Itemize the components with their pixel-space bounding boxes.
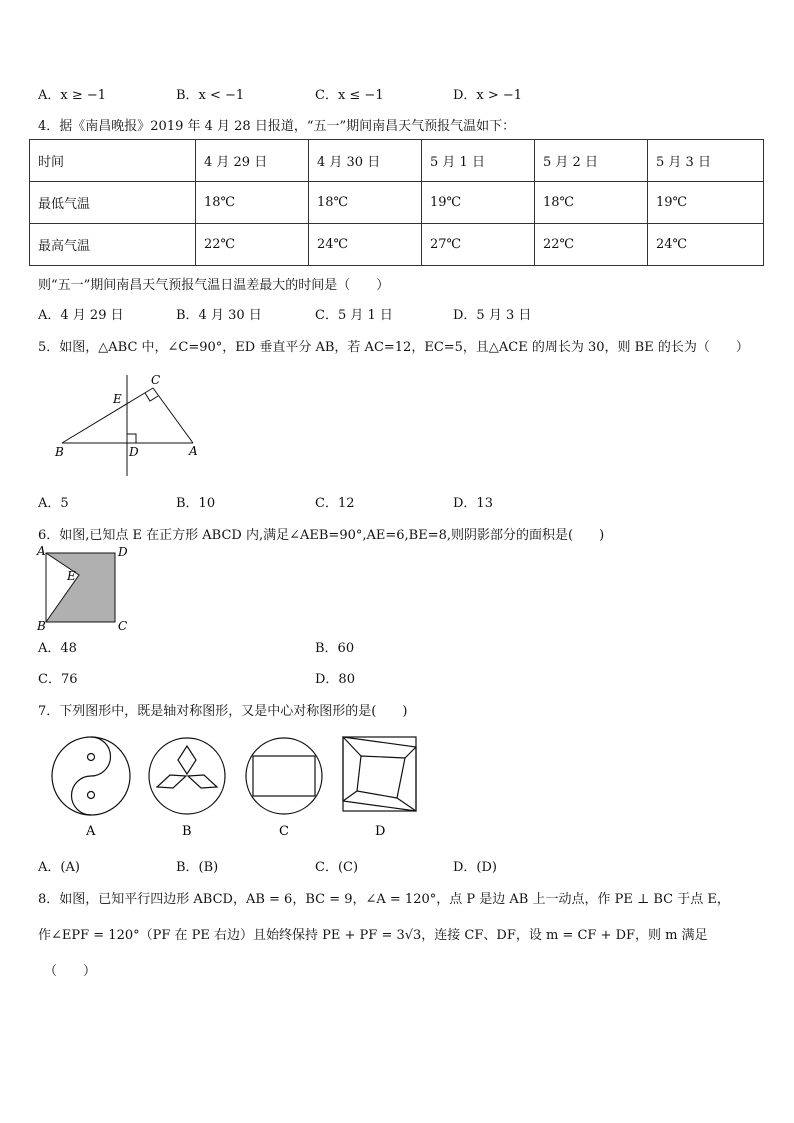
- q7-option-c: C．(C): [315, 860, 359, 875]
- q7-stem: 7．下列图形中，既是轴对称图形，又是中心对称图形的是( ): [38, 704, 408, 719]
- table-cell: 18℃: [535, 182, 648, 224]
- table-cell: 24℃: [309, 224, 422, 266]
- q7-option-b: B．(B): [176, 860, 219, 875]
- q6-label-c: C: [118, 619, 128, 633]
- q5-label-a: A: [189, 444, 198, 458]
- table-cell: 19℃: [422, 182, 535, 224]
- table-cell: 24℃: [648, 224, 764, 266]
- table-cell: 18℃: [196, 182, 309, 224]
- q6-option-c: C．76: [38, 672, 78, 687]
- q4-option-b: B．4 月 30 日: [176, 308, 262, 323]
- table-cell: 19℃: [648, 182, 764, 224]
- q5-option-a: A．5: [38, 496, 69, 511]
- q4-question: 则“五一”期间南昌天气预报气温日温差最大的时间是（ ）: [38, 278, 390, 293]
- q6-option-b: B．60: [315, 641, 355, 656]
- q6-option-d: D．80: [315, 672, 355, 687]
- q8-answer-blank: （ ）: [44, 964, 97, 979]
- q7-figure-d-squares: [343, 737, 416, 811]
- q3-option-a: A．x ≥ −1: [38, 88, 107, 103]
- q7-option-a: A．(A): [38, 860, 80, 875]
- table-cell: 22℃: [535, 224, 648, 266]
- q7-option-d: D．(D): [453, 860, 497, 875]
- table-cell: 5 月 2 日: [535, 140, 648, 182]
- q4-option-c: C．5 月 1 日: [315, 308, 393, 323]
- q7-figure-label-d: D: [375, 824, 386, 839]
- q4-stem: 4．据《南昌晚报》2019 年 4 月 28 日报道，“五一”期间南昌天气预报气温如下：: [38, 119, 516, 134]
- table-cell: 4 月 30 日: [309, 140, 422, 182]
- q6-option-a: A．48: [38, 641, 77, 656]
- q7-figure-label-a: A: [86, 824, 96, 839]
- q7-figure-label-b: B: [182, 824, 192, 839]
- table-cell: 最高气温: [30, 224, 196, 266]
- table-cell: 5 月 3 日: [648, 140, 764, 182]
- q5-label-b: B: [55, 445, 64, 459]
- q5-label-e: E: [113, 392, 122, 406]
- q8-line-1: 8．如图，已知平行四边形 ABCD，AB = 6，BC = 9，∠A = 120°，点 P 是边 AB 上一动点，作 PE ⊥ BC 于点 E，: [38, 892, 730, 907]
- table-cell: 5 月 1 日: [422, 140, 535, 182]
- q8-line-2: 作∠EPF = 120°（PF 在 PE 右边）且始终保持 PE + PF = 3√3，连接 CF、DF，设 m = CF + DF，则 m 满足: [38, 928, 708, 943]
- q6-label-e: E: [67, 569, 76, 583]
- q6-label-b: B: [37, 619, 46, 633]
- q5-option-c: C．12: [315, 496, 355, 511]
- q3-option-c: C．x ≤ −1: [315, 88, 384, 103]
- q7-figure-label-c: C: [279, 824, 289, 839]
- q4-option-a: A．4 月 29 日: [38, 308, 124, 323]
- q6-label-a: A: [37, 544, 46, 558]
- q6-stem: 6．如图,已知点 E 在正方形 ABCD 内,满足∠AEB=90°,AE=6,BE=8,则阴影部分的面积是( ): [38, 528, 605, 543]
- q5-option-d: D．13: [453, 496, 493, 511]
- q6-label-d: D: [118, 545, 128, 559]
- q4-option-d: D．5 月 3 日: [453, 308, 532, 323]
- q3-option-d: D．x > −1: [453, 88, 523, 103]
- q5-option-b: B．10: [176, 496, 216, 511]
- table-cell: 18℃: [309, 182, 422, 224]
- table-cell: 22℃: [196, 224, 309, 266]
- q5-label-c: C: [151, 373, 161, 387]
- table-cell: 27℃: [422, 224, 535, 266]
- q7-figure-c-rectangle: [246, 738, 322, 814]
- q5-stem: 5．如图，△ABC 中，∠C=90°，ED 垂直平分 AB，若 AC=12，EC=5，且△ACE 的周长为 30，则 BE 的长为（ ）: [38, 340, 749, 355]
- q7-figure-a-yinyang: [52, 737, 130, 815]
- table-cell: 最低气温: [30, 182, 196, 224]
- q3-option-b: B．x < −1: [176, 88, 245, 103]
- table-cell: 时间: [30, 140, 196, 182]
- q5-label-d: D: [129, 445, 139, 459]
- table-cell: 4 月 29 日: [196, 140, 309, 182]
- q7-figure-b-rhombi: [149, 738, 225, 814]
